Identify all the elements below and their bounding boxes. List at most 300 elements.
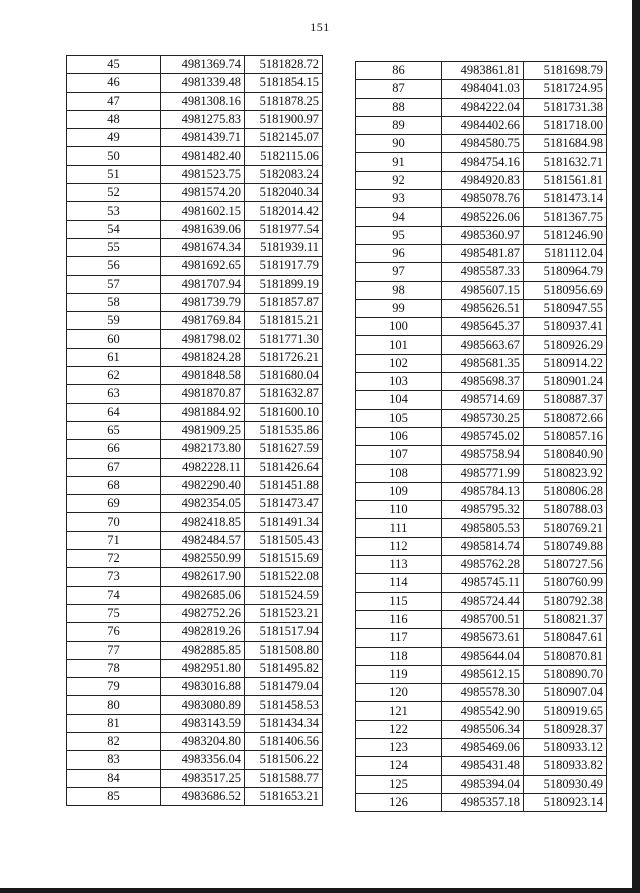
table-row [356, 226, 607, 244]
x-coordinate-cell: 4981574.20 [161, 184, 245, 202]
x-coordinate-cell: 4985644.04 [442, 647, 524, 665]
y-coordinate-cell: 5181473.47 [245, 495, 323, 513]
point-number-cell: 110 [356, 501, 442, 519]
table-row [67, 348, 323, 366]
table-row [356, 409, 607, 427]
x-coordinate-cell: 4985469.06 [442, 738, 524, 756]
x-coordinate-cell: 4982951.80 [161, 659, 245, 677]
point-number-cell: 125 [356, 775, 442, 793]
table-row [67, 330, 323, 348]
point-number-cell: 111 [356, 519, 442, 537]
y-coordinate-cell: 5181724.95 [524, 80, 607, 98]
point-number-cell: 100 [356, 318, 442, 336]
x-coordinate-cell: 4981909.25 [161, 421, 245, 439]
table-row [67, 147, 323, 165]
x-coordinate-cell: 4981692.65 [161, 257, 245, 275]
table-row [356, 556, 607, 574]
y-coordinate-cell: 5181632.71 [524, 153, 607, 171]
y-coordinate-cell: 5181524.59 [245, 586, 323, 604]
x-coordinate-cell: 4981739.79 [161, 293, 245, 311]
x-coordinate-cell: 4985771.99 [442, 464, 524, 482]
y-coordinate-cell: 5180806.28 [524, 482, 607, 500]
y-coordinate-cell: 5181506.22 [245, 751, 323, 769]
table-row [67, 714, 323, 732]
point-number-cell: 116 [356, 610, 442, 628]
point-number-cell: 118 [356, 647, 442, 665]
y-coordinate-cell: 5180901.24 [524, 373, 607, 391]
point-number-cell: 90 [356, 135, 442, 153]
point-number-cell: 89 [356, 116, 442, 134]
x-coordinate-cell: 4985758.94 [442, 446, 524, 464]
point-number-cell: 45 [67, 56, 161, 74]
table-row [67, 312, 323, 330]
point-number-cell: 84 [67, 769, 161, 787]
point-number-cell: 81 [67, 714, 161, 732]
x-coordinate-cell: 4981523.75 [161, 165, 245, 183]
table-row [67, 257, 323, 275]
x-coordinate-cell: 4981602.15 [161, 202, 245, 220]
table-row [356, 757, 607, 775]
x-coordinate-cell: 4985506.34 [442, 720, 524, 738]
y-coordinate-cell: 5181857.87 [245, 293, 323, 311]
x-coordinate-cell: 4981339.48 [161, 74, 245, 92]
y-coordinate-cell: 5181458.53 [245, 696, 323, 714]
point-number-cell: 78 [67, 659, 161, 677]
y-coordinate-cell: 5181451.88 [245, 476, 323, 494]
x-coordinate-cell: 4984222.04 [442, 98, 524, 116]
x-coordinate-cell: 4981824.28 [161, 348, 245, 366]
x-coordinate-cell: 4985795.32 [442, 501, 524, 519]
point-number-cell: 92 [356, 171, 442, 189]
table-row [356, 208, 607, 226]
y-coordinate-cell: 5180930.49 [524, 775, 607, 793]
y-coordinate-cell: 5180890.70 [524, 665, 607, 683]
table-row [356, 720, 607, 738]
point-number-cell: 96 [356, 244, 442, 262]
point-number-cell: 73 [67, 568, 161, 586]
table-row [356, 153, 607, 171]
table-row [356, 482, 607, 500]
x-coordinate-cell: 4985612.15 [442, 665, 524, 683]
point-number-cell: 108 [356, 464, 442, 482]
point-number-cell: 126 [356, 793, 442, 811]
table-row [356, 263, 607, 281]
y-coordinate-cell: 5181698.79 [524, 62, 607, 80]
x-coordinate-cell: 4985730.25 [442, 409, 524, 427]
x-coordinate-cell: 4985681.35 [442, 354, 524, 372]
x-coordinate-cell: 4982354.05 [161, 495, 245, 513]
point-number-cell: 121 [356, 702, 442, 720]
y-coordinate-cell: 5181515.69 [245, 550, 323, 568]
y-coordinate-cell: 5181406.56 [245, 732, 323, 750]
point-number-cell: 93 [356, 190, 442, 208]
y-coordinate-cell: 5181491.34 [245, 513, 323, 531]
y-coordinate-cell: 5180769.21 [524, 519, 607, 537]
y-coordinate-cell: 5180727.56 [524, 556, 607, 574]
table-row [67, 787, 323, 805]
y-coordinate-cell: 5181900.97 [245, 110, 323, 128]
point-number-cell: 99 [356, 299, 442, 317]
x-coordinate-cell: 4984754.16 [442, 153, 524, 171]
x-coordinate-cell: 4982550.99 [161, 550, 245, 568]
x-coordinate-cell: 4981798.02 [161, 330, 245, 348]
point-number-cell: 124 [356, 757, 442, 775]
point-number-cell: 117 [356, 629, 442, 647]
point-number-cell: 76 [67, 623, 161, 641]
point-number-cell: 102 [356, 354, 442, 372]
x-coordinate-cell: 4981769.84 [161, 312, 245, 330]
table-row [356, 665, 607, 683]
x-coordinate-cell: 4985542.90 [442, 702, 524, 720]
x-coordinate-cell: 4981369.74 [161, 56, 245, 74]
table-row [67, 110, 323, 128]
point-number-cell: 66 [67, 440, 161, 458]
point-number-cell: 53 [67, 202, 161, 220]
y-coordinate-cell: 5181426.64 [245, 458, 323, 476]
y-coordinate-cell: 5181112.04 [524, 244, 607, 262]
table-row [356, 684, 607, 702]
coordinate-table-right [355, 61, 607, 812]
x-coordinate-cell: 4982173.80 [161, 440, 245, 458]
table-row [356, 354, 607, 372]
y-coordinate-cell: 5181684.98 [524, 135, 607, 153]
table-row [67, 732, 323, 750]
y-coordinate-cell: 5180857.16 [524, 427, 607, 445]
table-row [356, 62, 607, 80]
x-coordinate-cell: 4981639.06 [161, 220, 245, 238]
point-number-cell: 95 [356, 226, 442, 244]
y-coordinate-cell: 5181627.59 [245, 440, 323, 458]
table-row [356, 592, 607, 610]
point-number-cell: 55 [67, 238, 161, 256]
table-row [356, 190, 607, 208]
table-row [67, 129, 323, 147]
y-coordinate-cell: 5182145.07 [245, 129, 323, 147]
table-row [67, 202, 323, 220]
y-coordinate-cell: 5181878.25 [245, 92, 323, 110]
y-coordinate-cell: 5181977.54 [245, 220, 323, 238]
table-row [67, 458, 323, 476]
x-coordinate-cell: 4982228.11 [161, 458, 245, 476]
x-coordinate-cell: 4981439.71 [161, 129, 245, 147]
point-number-cell: 91 [356, 153, 442, 171]
x-coordinate-cell: 4985784.13 [442, 482, 524, 500]
y-coordinate-cell: 5182014.42 [245, 202, 323, 220]
x-coordinate-cell: 4982819.26 [161, 623, 245, 641]
y-coordinate-cell: 5181517.94 [245, 623, 323, 641]
x-coordinate-cell: 4981308.16 [161, 92, 245, 110]
x-coordinate-cell: 4985762.28 [442, 556, 524, 574]
y-coordinate-cell: 5180928.37 [524, 720, 607, 738]
x-coordinate-cell: 4981707.94 [161, 275, 245, 293]
point-number-cell: 50 [67, 147, 161, 165]
point-number-cell: 103 [356, 373, 442, 391]
x-coordinate-cell: 4984041.03 [442, 80, 524, 98]
x-coordinate-cell: 4985745.02 [442, 427, 524, 445]
point-number-cell: 56 [67, 257, 161, 275]
x-coordinate-cell: 4985714.69 [442, 391, 524, 409]
x-coordinate-cell: 4982885.85 [161, 641, 245, 659]
table-row [67, 385, 323, 403]
coordinate-table-left-body [67, 56, 323, 806]
table-row [67, 74, 323, 92]
point-number-cell: 64 [67, 403, 161, 421]
x-coordinate-cell: 4981275.83 [161, 110, 245, 128]
x-coordinate-cell: 4983517.25 [161, 769, 245, 787]
point-number-cell: 85 [67, 787, 161, 805]
table-row [356, 537, 607, 555]
y-coordinate-cell: 5180919.65 [524, 702, 607, 720]
point-number-cell: 47 [67, 92, 161, 110]
point-number-cell: 119 [356, 665, 442, 683]
x-coordinate-cell: 4983204.80 [161, 732, 245, 750]
point-number-cell: 112 [356, 537, 442, 555]
table-row [356, 629, 607, 647]
table-row [356, 391, 607, 409]
table-row [67, 403, 323, 421]
y-coordinate-cell: 5181731.38 [524, 98, 607, 116]
table-row [67, 56, 323, 74]
point-number-cell: 115 [356, 592, 442, 610]
point-number-cell: 113 [356, 556, 442, 574]
table-row [67, 293, 323, 311]
table-row [356, 427, 607, 445]
table-row [356, 80, 607, 98]
y-coordinate-cell: 5180947.55 [524, 299, 607, 317]
x-coordinate-cell: 4985805.53 [442, 519, 524, 537]
point-number-cell: 59 [67, 312, 161, 330]
y-coordinate-cell: 5180907.04 [524, 684, 607, 702]
x-coordinate-cell: 4985578.30 [442, 684, 524, 702]
table-row [356, 793, 607, 811]
table-row [356, 281, 607, 299]
y-coordinate-cell: 5181726.21 [245, 348, 323, 366]
y-coordinate-cell: 5181899.19 [245, 275, 323, 293]
scan-border-right [632, 0, 640, 893]
table-row [67, 238, 323, 256]
y-coordinate-cell: 5180937.41 [524, 318, 607, 336]
point-number-cell: 77 [67, 641, 161, 659]
point-number-cell: 109 [356, 482, 442, 500]
x-coordinate-cell: 4983016.88 [161, 678, 245, 696]
table-row [67, 678, 323, 696]
table-row [356, 116, 607, 134]
y-coordinate-cell: 5181600.10 [245, 403, 323, 421]
y-coordinate-cell: 5181561.81 [524, 171, 607, 189]
y-coordinate-cell: 5180749.88 [524, 537, 607, 555]
coordinate-table-right-body [356, 62, 607, 812]
y-coordinate-cell: 5180823.92 [524, 464, 607, 482]
table-row [356, 336, 607, 354]
point-number-cell: 46 [67, 74, 161, 92]
point-number-cell: 51 [67, 165, 161, 183]
x-coordinate-cell: 4985698.37 [442, 373, 524, 391]
point-number-cell: 80 [67, 696, 161, 714]
x-coordinate-cell: 4985431.48 [442, 757, 524, 775]
coordinate-table-left [66, 55, 323, 806]
y-coordinate-cell: 5181479.04 [245, 678, 323, 696]
point-number-cell: 120 [356, 684, 442, 702]
y-coordinate-cell: 5181588.77 [245, 769, 323, 787]
point-number-cell: 122 [356, 720, 442, 738]
x-coordinate-cell: 4985663.67 [442, 336, 524, 354]
y-coordinate-cell: 5181535.86 [245, 421, 323, 439]
x-coordinate-cell: 4985814.74 [442, 537, 524, 555]
table-row [67, 92, 323, 110]
x-coordinate-cell: 4982484.57 [161, 531, 245, 549]
scan-border-bottom [0, 888, 640, 893]
table-row [356, 244, 607, 262]
point-number-cell: 75 [67, 604, 161, 622]
table-row [356, 702, 607, 720]
point-number-cell: 62 [67, 367, 161, 385]
x-coordinate-cell: 4985226.06 [442, 208, 524, 226]
x-coordinate-cell: 4984402.66 [442, 116, 524, 134]
table-row [67, 550, 323, 568]
point-number-cell: 54 [67, 220, 161, 238]
x-coordinate-cell: 4983686.52 [161, 787, 245, 805]
x-coordinate-cell: 4983356.04 [161, 751, 245, 769]
y-coordinate-cell: 5181495.82 [245, 659, 323, 677]
x-coordinate-cell: 4985745.11 [442, 574, 524, 592]
x-coordinate-cell: 4984920.83 [442, 171, 524, 189]
y-coordinate-cell: 5181508.80 [245, 641, 323, 659]
point-number-cell: 98 [356, 281, 442, 299]
y-coordinate-cell: 5181653.21 [245, 787, 323, 805]
point-number-cell: 57 [67, 275, 161, 293]
y-coordinate-cell: 5180847.61 [524, 629, 607, 647]
point-number-cell: 86 [356, 62, 442, 80]
table-row [67, 495, 323, 513]
table-row [67, 220, 323, 238]
table-row [356, 135, 607, 153]
point-number-cell: 72 [67, 550, 161, 568]
point-number-cell: 65 [67, 421, 161, 439]
x-coordinate-cell: 4981870.87 [161, 385, 245, 403]
table-row [67, 623, 323, 641]
table-row [356, 299, 607, 317]
table-row [356, 171, 607, 189]
point-number-cell: 105 [356, 409, 442, 427]
y-coordinate-cell: 5180923.14 [524, 793, 607, 811]
table-row [67, 421, 323, 439]
x-coordinate-cell: 4985607.15 [442, 281, 524, 299]
point-number-cell: 68 [67, 476, 161, 494]
y-coordinate-cell: 5180933.82 [524, 757, 607, 775]
table-row [67, 586, 323, 604]
table-row [67, 476, 323, 494]
y-coordinate-cell: 5181718.00 [524, 116, 607, 134]
point-number-cell: 94 [356, 208, 442, 226]
y-coordinate-cell: 5181939.11 [245, 238, 323, 256]
x-coordinate-cell: 4981674.34 [161, 238, 245, 256]
point-number-cell: 58 [67, 293, 161, 311]
table-row [67, 440, 323, 458]
table-row [356, 610, 607, 628]
y-coordinate-cell: 5181434.34 [245, 714, 323, 732]
table-row [67, 184, 323, 202]
table-row [67, 531, 323, 549]
table-row [67, 367, 323, 385]
table-row [356, 446, 607, 464]
point-number-cell: 48 [67, 110, 161, 128]
x-coordinate-cell: 4985481.87 [442, 244, 524, 262]
y-coordinate-cell: 5182040.34 [245, 184, 323, 202]
table-row [67, 751, 323, 769]
point-number-cell: 71 [67, 531, 161, 549]
y-coordinate-cell: 5181771.30 [245, 330, 323, 348]
y-coordinate-cell: 5180914.22 [524, 354, 607, 372]
page-number: 151 [310, 20, 330, 34]
y-coordinate-cell: 5181917.79 [245, 257, 323, 275]
x-coordinate-cell: 4982290.40 [161, 476, 245, 494]
point-number-cell: 114 [356, 574, 442, 592]
table-row [67, 641, 323, 659]
x-coordinate-cell: 4982752.26 [161, 604, 245, 622]
y-coordinate-cell: 5181246.90 [524, 226, 607, 244]
y-coordinate-cell: 5180760.99 [524, 574, 607, 592]
table-row [356, 501, 607, 519]
table-row [67, 769, 323, 787]
table-row [356, 647, 607, 665]
y-coordinate-cell: 5180933.12 [524, 738, 607, 756]
table-row [356, 519, 607, 537]
table-row [356, 464, 607, 482]
x-coordinate-cell: 4983861.81 [442, 62, 524, 80]
table-row [67, 696, 323, 714]
point-number-cell: 106 [356, 427, 442, 445]
y-coordinate-cell: 5181854.15 [245, 74, 323, 92]
y-coordinate-cell: 5180792.38 [524, 592, 607, 610]
table-row [356, 574, 607, 592]
table-row [356, 373, 607, 391]
table-row [67, 513, 323, 531]
x-coordinate-cell: 4984580.75 [442, 135, 524, 153]
point-number-cell: 60 [67, 330, 161, 348]
x-coordinate-cell: 4985357.18 [442, 793, 524, 811]
table-row [67, 568, 323, 586]
x-coordinate-cell: 4985587.33 [442, 263, 524, 281]
point-number-cell: 83 [67, 751, 161, 769]
point-number-cell: 67 [67, 458, 161, 476]
y-coordinate-cell: 5180926.29 [524, 336, 607, 354]
y-coordinate-cell: 5181632.87 [245, 385, 323, 403]
table-row [67, 165, 323, 183]
y-coordinate-cell: 5181680.04 [245, 367, 323, 385]
y-coordinate-cell: 5180870.81 [524, 647, 607, 665]
point-number-cell: 61 [67, 348, 161, 366]
y-coordinate-cell: 5180821.37 [524, 610, 607, 628]
point-number-cell: 87 [356, 80, 442, 98]
x-coordinate-cell: 4982617.90 [161, 568, 245, 586]
x-coordinate-cell: 4985645.37 [442, 318, 524, 336]
table-row [356, 775, 607, 793]
x-coordinate-cell: 4985673.61 [442, 629, 524, 647]
y-coordinate-cell: 5181815.21 [245, 312, 323, 330]
x-coordinate-cell: 4985360.97 [442, 226, 524, 244]
point-number-cell: 79 [67, 678, 161, 696]
x-coordinate-cell: 4985724.44 [442, 592, 524, 610]
y-coordinate-cell: 5180840.90 [524, 446, 607, 464]
point-number-cell: 74 [67, 586, 161, 604]
point-number-cell: 107 [356, 446, 442, 464]
point-number-cell: 63 [67, 385, 161, 403]
y-coordinate-cell: 5181523.21 [245, 604, 323, 622]
x-coordinate-cell: 4985700.51 [442, 610, 524, 628]
x-coordinate-cell: 4985626.51 [442, 299, 524, 317]
point-number-cell: 88 [356, 98, 442, 116]
y-coordinate-cell: 5180887.37 [524, 391, 607, 409]
